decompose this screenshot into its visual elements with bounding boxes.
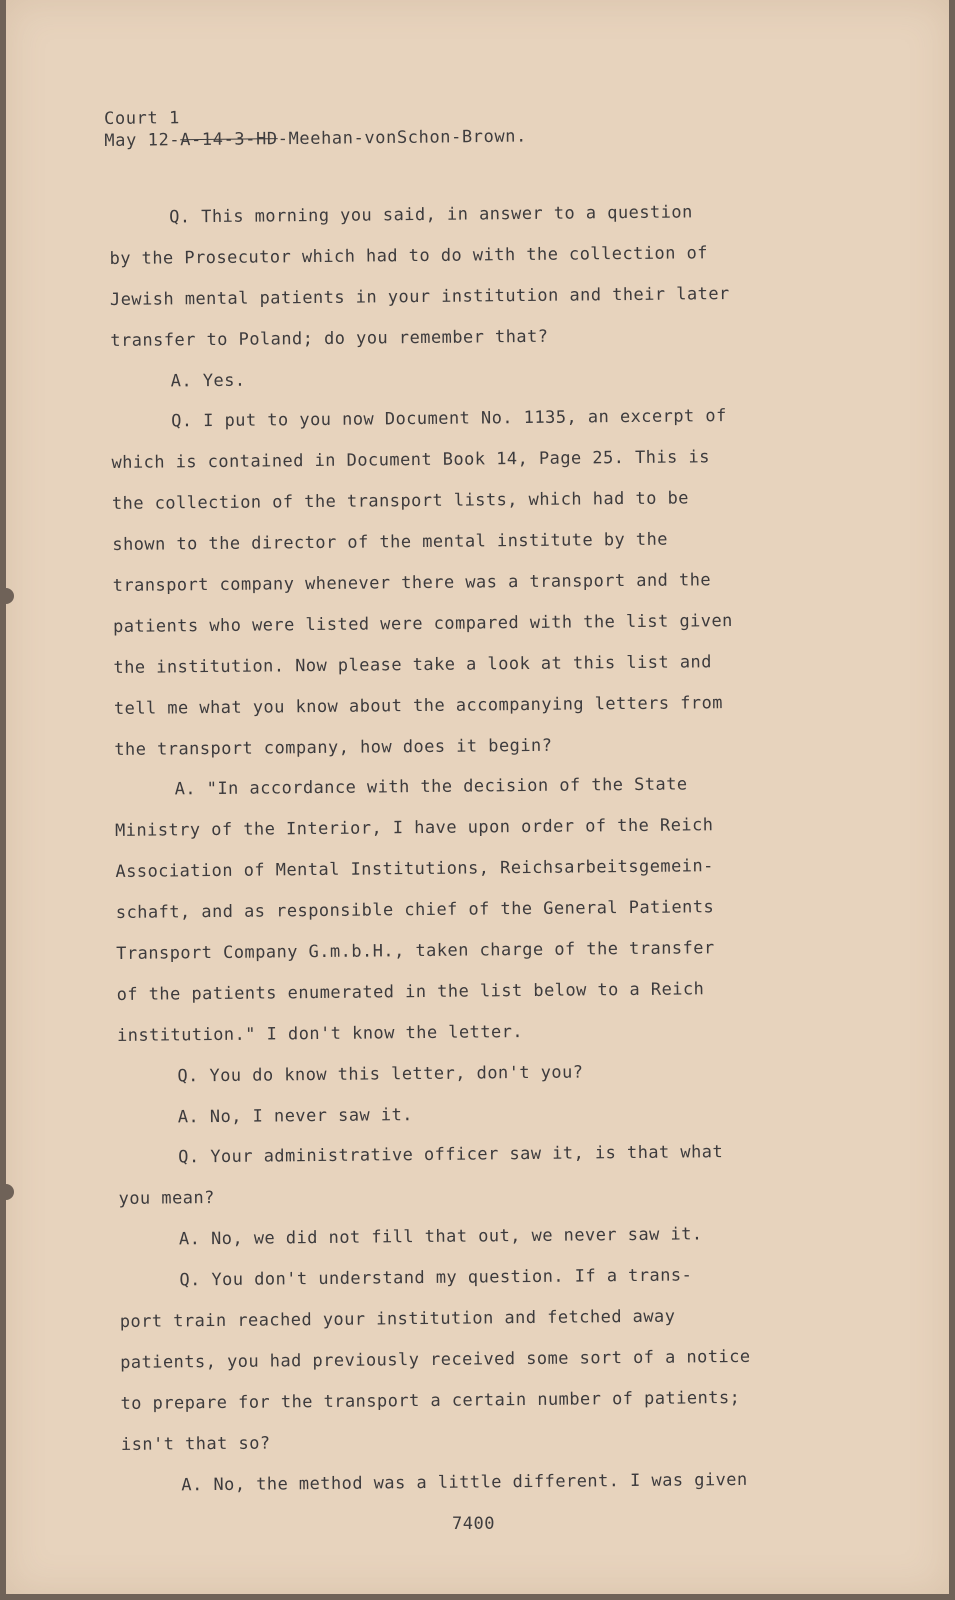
transcript-line: A. No, we did not fill that out, we never saw it. xyxy=(178,1224,703,1250)
transcript-line: to prepare for the transport a certain number of patients; xyxy=(120,1387,741,1414)
transcript-line: A. "In accordance with the decision of the State xyxy=(174,774,688,800)
punch-hole xyxy=(6,588,14,604)
transcript-line: transport company whenever there was a transport and the xyxy=(112,570,712,596)
transcript-line: Q. Your administrative officer saw it, is that what xyxy=(178,1142,724,1168)
transcript-line: isn't that so? xyxy=(120,1433,271,1455)
session-date: May 12- xyxy=(104,130,181,151)
transcript-line: A. No, I never saw it. xyxy=(177,1104,413,1127)
transcript-line: Jewish mental patients in your institution and their later xyxy=(109,283,730,310)
session-staff: -Meehan-vonSchon-Brown. xyxy=(277,126,528,150)
transcript-line: schaft, and as responsible chief of the General Patients xyxy=(115,897,715,924)
punch-hole xyxy=(6,1184,14,1200)
transcript-line: which is contained in Document Book 14, Page 25. This is xyxy=(111,447,710,474)
transcript-line: Q. This morning you said, in answer to a question xyxy=(169,202,693,228)
transcript-line: Transport Company G.m.b.H., taken charge of the transfer xyxy=(116,938,715,964)
transcript-line: the institution. Now please take a look at this list and xyxy=(113,652,712,678)
transcript-line: institution." I don't know the letter. xyxy=(116,1021,524,1046)
transcript-line: port train reached your institution and fetched away xyxy=(119,1306,676,1332)
transcript-line: of the patients enumerated in the list below to a Reich xyxy=(116,979,705,1005)
transcript-line: A. No, the method was a little different. I was given xyxy=(181,1469,748,1495)
transcript-line: Q. I put to you now Document No. 1135, an excerpt of xyxy=(171,406,727,432)
transcript-line: Ministry of the Interior, I have upon order of the Reich xyxy=(114,815,714,842)
transcript-line: the transport company, how does it begin? xyxy=(114,735,553,760)
transcript-line: Q. You don't understand my question. If a trans- xyxy=(179,1265,693,1291)
transcript-line: tell me what you know about the accompanying letters from xyxy=(113,692,724,719)
transcript-line: A. Yes. xyxy=(170,370,246,391)
struck-reference: A-14-3-HD xyxy=(180,129,278,151)
transcript-line: shown to the director of the mental institute by the xyxy=(112,529,669,556)
transcript-line: patients who were listed were compared with the list given xyxy=(113,610,733,637)
court-label: Court 1 xyxy=(104,108,181,129)
transcript-line: the collection of the transport lists, which had to be xyxy=(111,488,689,515)
transcript-line: by the Prosecutor which had to do with the collection of xyxy=(109,243,709,269)
page-header xyxy=(104,104,527,152)
transcript-line: transfer to Poland; do you remember that? xyxy=(110,326,549,351)
transcript-line: Q. You do know this letter, don't you? xyxy=(177,1062,584,1087)
transcript-body xyxy=(109,191,852,1506)
transcript-line: Association of Mental Institutions, Reichsarbeitsgemein- xyxy=(115,856,714,883)
transcript-line: patients, you had previously received some sort of a notice xyxy=(120,1346,751,1373)
transcript-line: you mean? xyxy=(118,1188,215,1210)
session-line xyxy=(104,126,527,152)
page-number: 7400 xyxy=(452,1514,495,1534)
document-page xyxy=(6,0,949,1594)
